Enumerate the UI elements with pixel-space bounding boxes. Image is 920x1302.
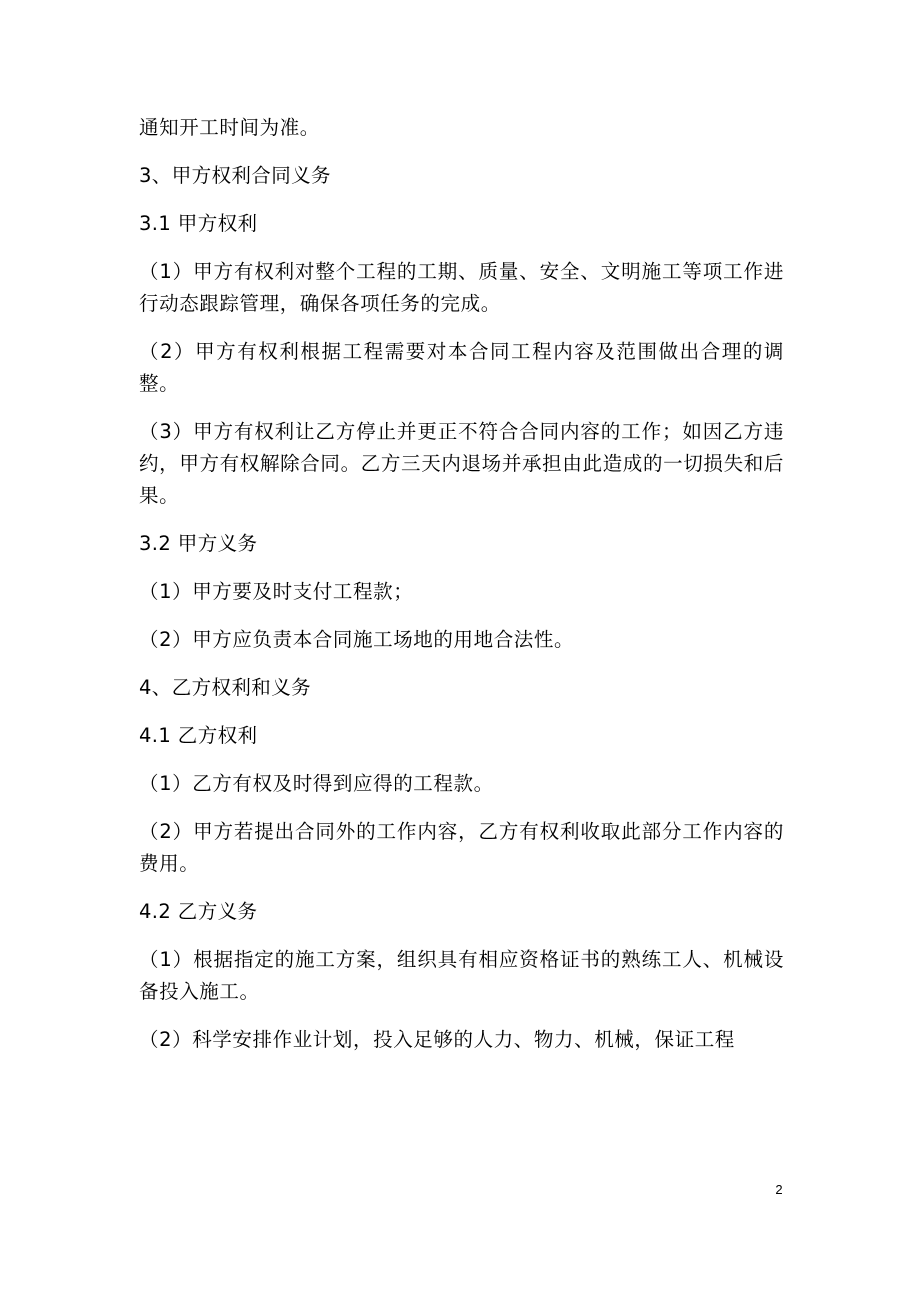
page-number: 2 xyxy=(775,1182,783,1197)
clause-4-1-1: （1）乙方有权及时得到应得的工程款。 xyxy=(139,772,494,795)
section-heading-4: 4、乙方权利和义务 xyxy=(139,676,312,699)
subsection-heading-3-2: 3.2 甲方义务 xyxy=(139,532,258,555)
subsection-heading-3-1: 3.1 甲方权利 xyxy=(139,212,258,235)
clause-3-2-1: （1）甲方要及时支付工程款； xyxy=(139,580,414,603)
section-heading-3: 3、甲方权利合同义务 xyxy=(139,164,331,187)
clause-4-1-2: （2）甲方若提出合同外的工作内容，乙方有权利收取此部分工作内容的费用。 xyxy=(139,820,784,875)
clause-3-1-2: （2）甲方有权利根据工程需要对本合同工程内容及范围做出合理的调整。 xyxy=(139,340,784,395)
clause-4-2-1: （1）根据指定的施工方案，组织具有相应资格证书的熟练工人、机械设备投入施工。 xyxy=(139,948,784,1003)
clause-3-1-1: （1）甲方有权利对整个工程的工期、质量、安全、文明施工等项工作进行动态跟踪管理，确保各项任务的完成。 xyxy=(139,260,784,315)
paragraph-continuation: 通知开工时间为准。 xyxy=(139,116,320,139)
subsection-heading-4-1: 4.1 乙方权利 xyxy=(139,724,258,747)
clause-3-1-3: （3）甲方有权利让乙方停止并更正不符合合同内容的工作；如因乙方违约，甲方有权解除合同。乙方三天内退场并承担由此造成的一切损失和后果。 xyxy=(139,420,784,507)
clause-3-2-2: （2）甲方应负责本合同施工场地的用地合法性。 xyxy=(139,628,575,651)
subsection-heading-4-2: 4.2 乙方义务 xyxy=(139,900,258,923)
document-body xyxy=(139,112,784,1072)
clause-4-2-2: （2）科学安排作业计划，投入足够的人力、物力、机械，保证工程 xyxy=(139,1028,735,1051)
